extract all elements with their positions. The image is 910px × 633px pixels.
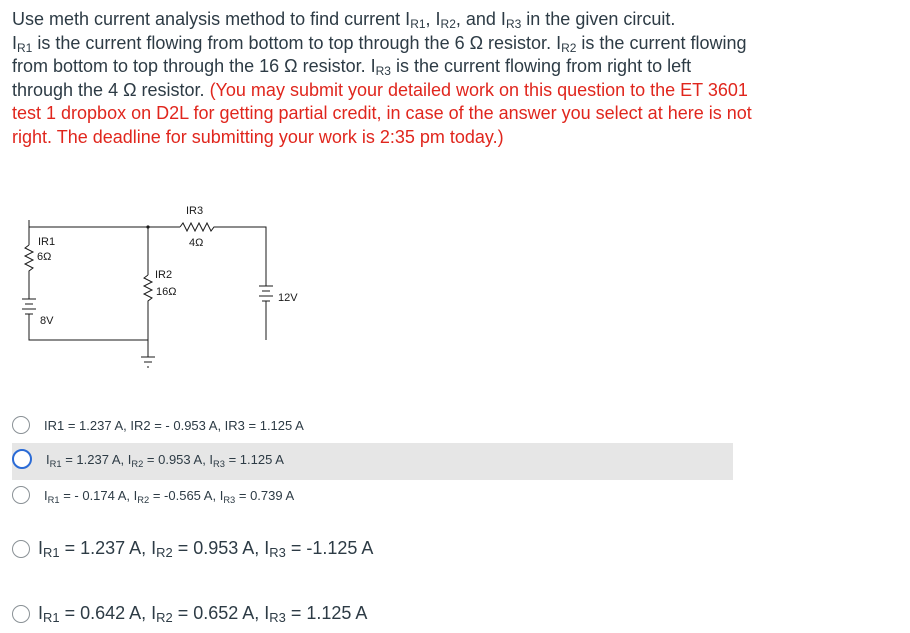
label-ir1: IR1 xyxy=(38,236,56,248)
resistor-r2 xyxy=(144,275,152,340)
deadline-note: (You may submit your detailed work on this question to the ET 3601 test 1 dropbox on D2L for getting partial credit, in case of the answer you select at here is not right. The deadline for submitting your work is 2:35 pm today.) xyxy=(12,79,752,147)
resistor-r3 xyxy=(180,223,216,231)
question-text: Use meth current analysis method to find current $I_{R1}$, $I_{R2}$, and $I_{R3}$ in the given circuit. $I_{R1}$ is the current flowing from bottom to top through the 6 Ω resistor. $I_{R2}$ is the current flowing from bottom to top through the 16 Ω resistor. $I_{R3}$ is the current flowing from right to left through the 4 Ω resistor. (You may submit your detailed work on this question to the ET 3601 test 1 dropbox on D2L for getting partial credit, in case of the answer you select at here is not right. The deadline for submitting your work is 2:35 pm today.) xyxy=(12,9,752,147)
answer-option-2[interactable]: $I_{R1} = 1.237$ A, $I_{R2} = 0.953$ A, $I_{R3} = 1.125$ A xyxy=(12,449,284,469)
label-8v: 8V xyxy=(40,315,54,327)
answer-option-4[interactable]: $I_{R1} = 1.237$ A, $I_{R2} = 0.953$ A, $I_{R3} = -1.125$ A xyxy=(12,538,373,559)
source-8v xyxy=(22,295,36,317)
radio-button[interactable] xyxy=(12,605,30,623)
radio-button[interactable] xyxy=(12,486,30,504)
ground xyxy=(141,355,155,367)
radio-button-focused[interactable] xyxy=(12,449,32,469)
label-ir2: IR2 xyxy=(155,269,173,281)
label-r3: 4Ω xyxy=(189,237,204,249)
label-r2: 16Ω xyxy=(156,286,177,298)
label-r1: 6Ω xyxy=(37,251,52,263)
radio-button[interactable] xyxy=(12,540,30,558)
radio-button[interactable] xyxy=(12,416,30,434)
label-12v: 12V xyxy=(278,292,298,304)
circuit-diagram xyxy=(18,200,318,375)
answer-option-5[interactable]: $I_{R1} = 0.642$ A, $I_{R2} = 0.652$ A, $I_{R3} = 1.125$ A xyxy=(12,603,367,624)
source-12v xyxy=(259,282,273,307)
resistor-r1 xyxy=(25,245,33,295)
label-ir3: IR3 xyxy=(186,205,204,217)
answer-option-3[interactable]: $I_{R1}$ = - 0.174 A, $I_{R2} = -0.565$ A, $I_{R3} = 0.739$ A xyxy=(12,486,294,504)
answer-option-1[interactable]: IR1 = 1.237 A, IR2 = - 0.953 A, IR3 = 1.125 A xyxy=(12,416,304,434)
